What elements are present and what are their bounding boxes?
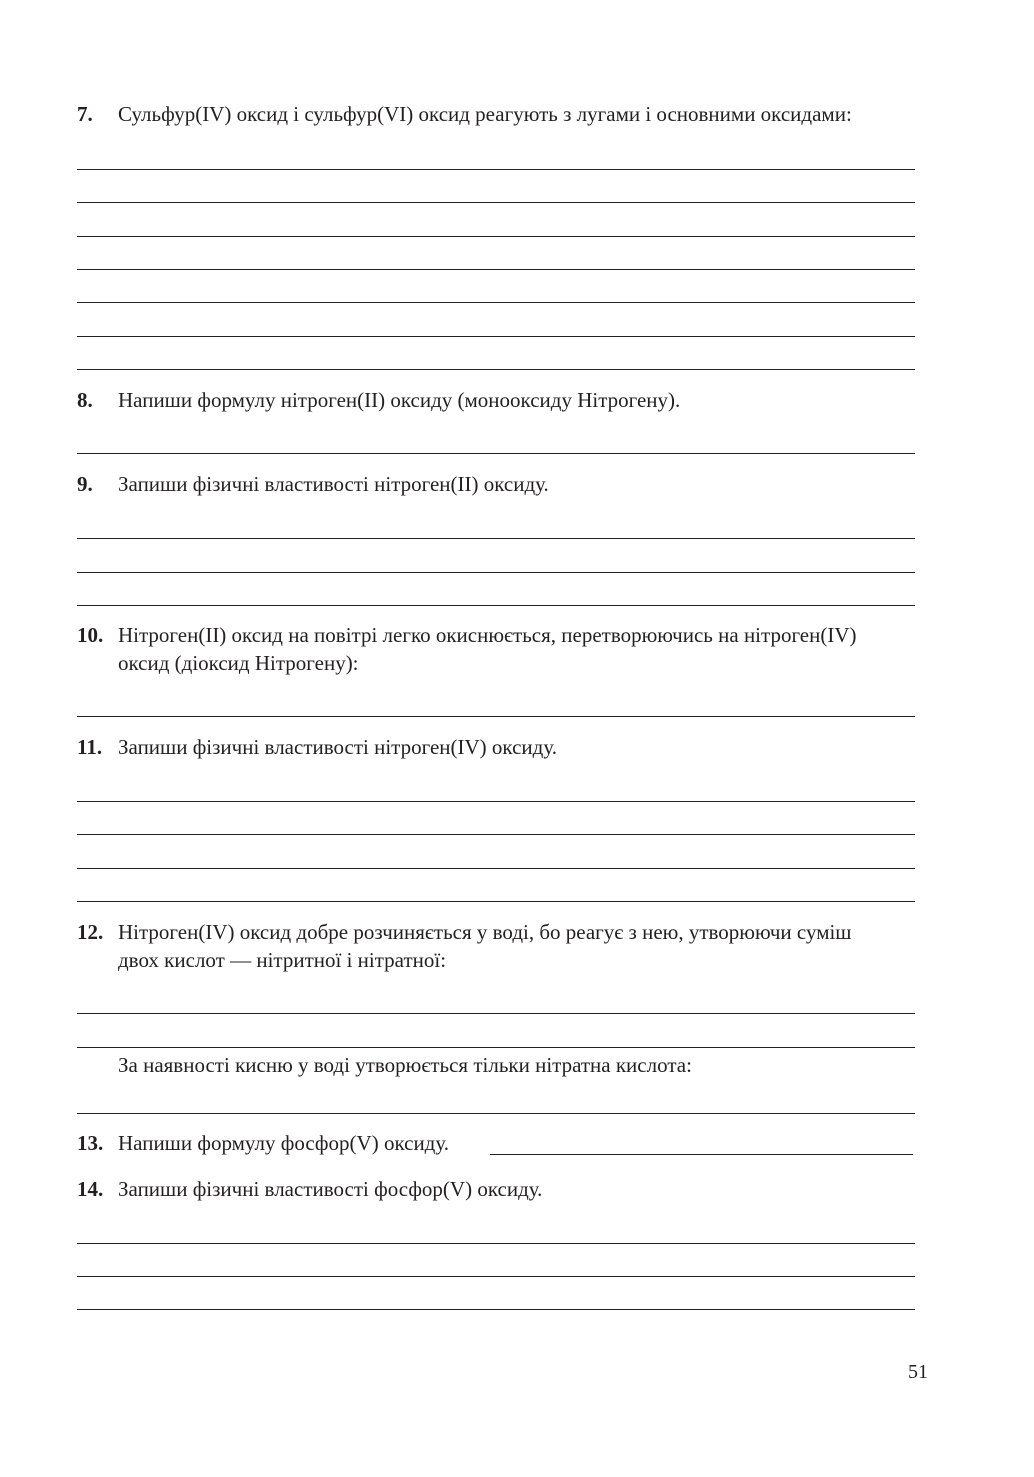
- answer-line[interactable]: [77, 1309, 915, 1310]
- answer-line[interactable]: [77, 369, 915, 370]
- answer-line[interactable]: [77, 605, 915, 606]
- task-9-number: 9.: [77, 472, 93, 496]
- task-7-text: Сульфур(IV) оксид і сульфур(VI) оксид реагують з лугами і основними оксидами:: [118, 102, 852, 126]
- answer-line[interactable]: [77, 169, 915, 170]
- answer-line[interactable]: [77, 236, 915, 237]
- task-12-number: 12.: [77, 920, 104, 944]
- answer-line[interactable]: [77, 716, 915, 717]
- answer-line[interactable]: [77, 1047, 915, 1048]
- task-12-text-line-2: двох кислот — нітритної і нітратної:: [118, 948, 447, 972]
- task-11-text: Запиши фізичні властивості нітроген(IV) оксиду.: [118, 735, 557, 759]
- answer-line[interactable]: [77, 572, 915, 573]
- answer-line[interactable]: [77, 834, 915, 835]
- answer-line[interactable]: [77, 269, 915, 270]
- task-7-number: 7.: [77, 102, 93, 126]
- answer-line[interactable]: [77, 202, 915, 203]
- answer-line[interactable]: [77, 453, 915, 454]
- task-10-text-line-1: Нітроген(II) оксид на повітрі легко окиснюється, перетворюючись на нітроген(IV): [118, 623, 857, 647]
- answer-line[interactable]: [77, 538, 915, 539]
- answer-line[interactable]: [77, 901, 915, 902]
- task-12-note: За наявності кисню у воді утворюється тільки нітратна кислота:: [118, 1053, 692, 1077]
- task-10-number: 10.: [77, 623, 104, 647]
- task-12-text-line-1: Нітроген(IV) оксид добре розчиняється у воді, бо реагує з нею, утворюючи суміш: [118, 920, 852, 944]
- answer-line[interactable]: [77, 1276, 915, 1277]
- task-13-number: 13.: [77, 1131, 104, 1155]
- answer-line[interactable]: [77, 302, 915, 303]
- answer-line[interactable]: [77, 801, 915, 802]
- task-8-number: 8.: [77, 388, 93, 412]
- answer-line[interactable]: [77, 336, 915, 337]
- task-11-number: 11.: [77, 735, 103, 759]
- answer-line[interactable]: [77, 868, 915, 869]
- inline-answer-line[interactable]: [490, 1154, 913, 1155]
- page-number: 51: [908, 1361, 928, 1383]
- task-14-text: Запиши фізичні властивості фосфор(V) оксиду.: [118, 1177, 543, 1201]
- task-13-text: Напиши формулу фосфор(V) оксиду.: [118, 1131, 450, 1155]
- answer-line[interactable]: [77, 1013, 915, 1014]
- task-9-text: Запиши фізичні властивості нітроген(II) оксиду.: [118, 472, 549, 496]
- answer-line[interactable]: [77, 1113, 915, 1114]
- answer-line[interactable]: [77, 1243, 915, 1244]
- task-14-number: 14.: [77, 1177, 104, 1201]
- task-10-text-line-2: оксид (діоксид Нітрогену):: [118, 651, 359, 675]
- task-8-text: Напиши формулу нітроген(II) оксиду (монооксиду Нітрогену).: [118, 388, 681, 412]
